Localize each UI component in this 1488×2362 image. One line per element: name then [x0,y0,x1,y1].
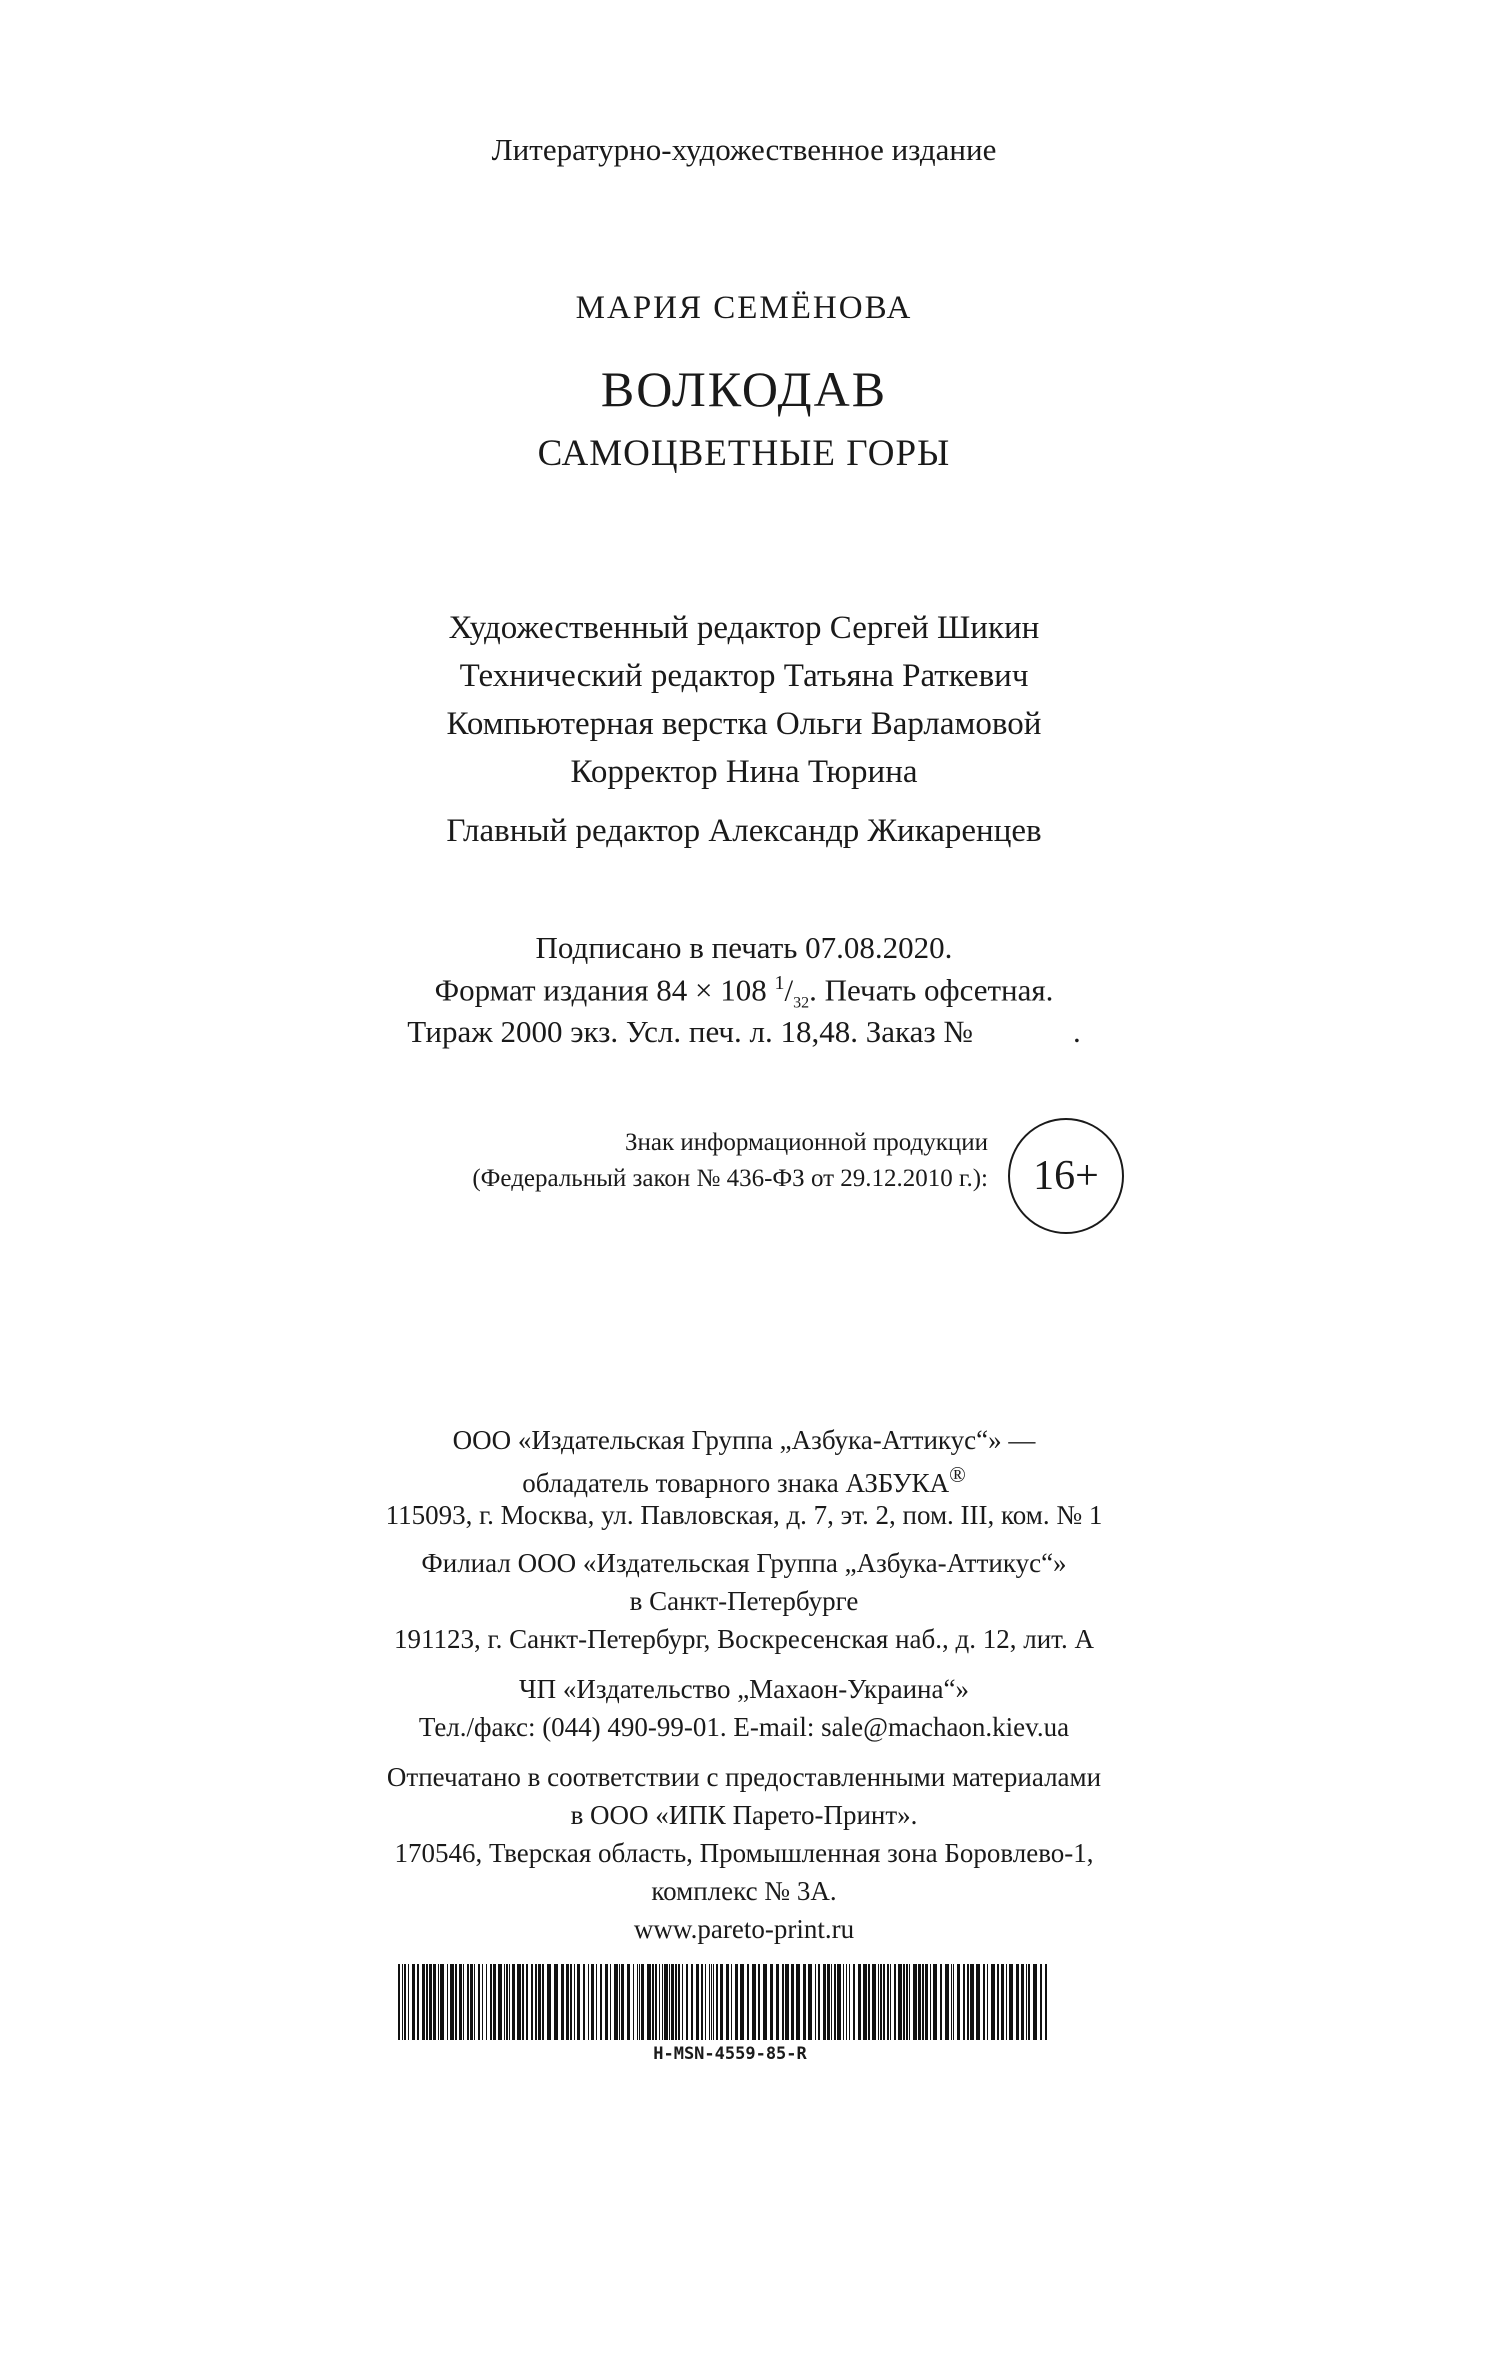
barcode-bar [868,1964,870,2040]
barcode-bar [686,1964,688,2040]
barcode-bar [957,1964,960,2040]
barcode-bar [600,1964,602,2040]
barcode-bar [796,1964,800,2040]
barcode-bar [713,1964,714,2040]
barcode-bar [459,1964,462,2040]
barcode-bar [517,1964,521,2040]
barcode-bar [945,1964,949,2040]
barcode-bar [883,1964,885,2040]
barcode-bar [470,1964,473,2040]
barcode-bar [930,1964,931,2040]
barcode-bar [619,1964,620,2040]
barcode-bar [731,1964,732,2040]
barcode-bar [726,1964,729,2040]
barcode-bar [522,1964,524,2040]
barcode [398,1964,1048,2040]
publisher-line13: www.pareto-print.ru [633,1914,855,1944]
barcode-bar [429,1964,432,2040]
barcode-bar [526,1964,528,2040]
barcode-bar [918,1964,921,2040]
barcode-bar [474,1964,475,2040]
barcode-bar [639,1964,640,2040]
barcode-bar [398,1964,400,2040]
barcode-bar [652,1964,654,2040]
barcode-bar [547,1964,551,2040]
series-title: ВОЛКОДАВ [600,361,888,417]
barcode-bar [976,1964,980,2040]
barcode-bar [554,1964,558,2040]
format-prefix: Формат издания 84 × 108 [434,972,775,1008]
barcode-bar [659,1964,660,2040]
publisher-line12: комплекс № 3А. [651,1876,837,1906]
barcode-bar [542,1964,544,2040]
barcode-bar [858,1964,861,2040]
barcode-bar [490,1964,492,2040]
barcode-bar [701,1964,703,2040]
credit-chief-editor: Главный редактор Александр Жикаренцев [446,813,1042,849]
barcode-bar [1028,1964,1030,2040]
barcode-bar [447,1964,448,2040]
barcode-bar [538,1964,541,2040]
barcode-bar [925,1964,928,2040]
barcode-bar [894,1964,896,2040]
barcode-bar [662,1964,663,2040]
barcode-bar [878,1964,879,2040]
barcode-bar [402,1964,403,2040]
barcode-bar [906,1964,908,2040]
barcode-bar [752,1964,756,2040]
publisher-line5: в Санкт-Петербурге [629,1586,859,1616]
barcode-bar [482,1964,483,2040]
barcode-bar [610,1964,611,2040]
barcode-bar [637,1964,638,2040]
barcode-bar [535,1964,537,2040]
barcode-bar [570,1964,572,2040]
barcode-bar [834,1964,836,2040]
barcode-bar [922,1964,924,2040]
barcode-bar [747,1964,749,2040]
barcode-bar [890,1964,891,2040]
barcode-bar [614,1964,618,2040]
barcode-bar [991,1964,995,2040]
barcode-bar [963,1964,965,2040]
barcode-bar [970,1964,974,2040]
barcode-bar [853,1964,855,2040]
barcode-bar [758,1964,760,2040]
barcode-bar [808,1964,812,2040]
credit-art-editor: Художественный редактор Сергей Шикин [448,610,1040,646]
credit-proofreader: Корректор Нина Тюрина [570,754,918,790]
barcode-bar [641,1964,644,2040]
age-rating-badge [1008,1118,1124,1234]
barcode-bar [887,1964,889,2040]
circulation-text: Тираж 2000 экз. Усл. печ. л. 18,48. Заказ № [407,1014,973,1049]
barcode-bar [512,1964,515,2040]
barcode-bar [863,1964,867,2040]
publisher-line7: ЧП «Издательство „Махаон-Украина“» [519,1674,969,1704]
barcode-bar [506,1964,508,2040]
trademark-text: обладатель товарного знака АЗБУКА [522,1468,950,1498]
barcode-bar [909,1964,910,2040]
barcode-bar [455,1964,457,2040]
publisher-line8: Тел./факс: (044) 490-99-01. E-mail: sale@machaon.kiev.ua [418,1712,1070,1742]
publisher-line4: Филиал ООО «Издательская Группа „Азбука-Аттикус“» [421,1548,1067,1578]
barcode-bar [831,1964,832,2040]
barcode-bar [818,1964,820,2040]
rating-label-line1: Знак информационной продукции [624,1129,988,1156]
barcode-bar [763,1964,767,2040]
barcode-bar [1040,1964,1042,2040]
barcode-bar [682,1964,683,2040]
barcode-bar [696,1964,699,2040]
barcode-bar [596,1964,597,2040]
barcode-bar [498,1964,502,2040]
age-rating-value: 16+ [1033,1153,1099,1199]
barcode-bar [574,1964,575,2040]
barcode-bar [782,1964,784,2040]
barcode-bar [463,1964,464,2040]
barcode-bar [898,1964,902,2040]
barcode-bar [1026,1964,1027,2040]
barcode-bar [426,1964,428,2040]
barcode-bar [967,1964,969,2040]
barcode-bar [1021,1964,1024,2040]
barcode-bar [705,1964,706,2040]
barcode-bar [655,1964,657,2040]
registered-mark: ® [949,1462,966,1487]
barcode-bar [577,1964,580,2040]
barcode-bar [837,1964,841,2040]
barcode-bar [591,1964,594,2040]
barcode-bar [583,1964,585,2040]
barcode-bar [785,1964,789,2040]
publisher-line1: ООО «Издательская Группа „Азбука-Аттикус“» — [452,1425,1036,1455]
publisher-line11: 170546, Тверская область, Промышленная зона Боровлево-1, [394,1838,1094,1868]
barcode-bar [440,1964,444,2040]
barcode-bar [1009,1964,1013,2040]
format-slash: / [784,972,794,1008]
barcode-bar [422,1964,425,2040]
publisher-line2 [0,1462,1488,1499]
age-rating-label [338,1125,988,1197]
barcode-bar [675,1964,677,2040]
barcode-bar [1001,1964,1004,2040]
barcode-bar [880,1964,882,2040]
barcode-bar [1016,1964,1019,2040]
barcode-bar [709,1964,710,2040]
barcode-bar [417,1964,419,2040]
format-numerator: 1 [774,972,785,994]
barcode-bar [678,1964,680,2040]
imprint-circulation [0,1014,1488,1050]
barcode-bar [803,1964,806,2040]
barcode-bar [716,1964,718,2040]
barcode-bar [903,1964,905,2040]
barcode-bar [987,1964,988,2040]
barcode-bar [776,1964,779,2040]
barcode-bar [770,1964,773,2040]
barcode-bar [735,1964,738,2040]
barcode-bar [561,1964,564,2040]
barcode-bar [621,1964,624,2040]
barcode-bar [846,1964,847,2040]
barcode-bar [872,1964,876,2040]
credit-tech-editor: Технический редактор Татьяна Раткевич [459,658,1029,694]
order-end: . [1072,1014,1081,1049]
book-title: САМОЦВЕТНЫЕ ГОРЫ [537,433,951,474]
format-suffix: . Печать офсетная. [809,972,1054,1008]
barcode-bar [493,1964,496,2040]
barcode-bar [669,1964,670,2040]
barcode-bar [1045,1964,1047,2040]
barcode-bar [791,1964,794,2040]
imprint-format [0,972,1488,1013]
publisher-line9: Отпечатано в соответствии с предоставленными материалами [386,1762,1102,1792]
credit-layout: Компьютерная верстка Ольги Варламовой [446,706,1042,742]
barcode-bar [450,1964,454,2040]
barcode-bar [647,1964,651,2040]
barcode-bar [849,1964,850,2040]
barcode-bar [408,1964,409,2040]
barcode-bar [478,1964,480,2040]
barcode-text: H-MSN-4559-85-R [653,2044,807,2064]
barcode-bar [913,1964,917,2040]
barcode-bar [467,1964,469,2040]
barcode-bar [404,1964,406,2040]
barcode-bar [1006,1964,1007,2040]
barcode-bar [433,1964,436,2040]
barcode-bar [951,1964,952,2040]
barcode-bar [438,1964,439,2040]
barcode-bar [509,1964,510,2040]
barcode-bar [997,1964,999,2040]
barcode-bar [827,1964,830,2040]
publisher-line3: 115093, г. Москва, ул. Павловская, д. 7, эт. 2, пом. III, ком. № 1 [385,1500,1103,1530]
barcode-bar [933,1964,937,2040]
barcode-bar [983,1964,985,2040]
barcode-bar [412,1964,415,2040]
barcode-bar [940,1964,942,2040]
barcode-bar [627,1964,630,2040]
format-denominator: 32 [793,994,810,1012]
barcode-bar [486,1964,487,2040]
barcode-bar [953,1964,954,2040]
barcode-bar [740,1964,744,2040]
barcode-bar [691,1964,693,2040]
barcode-bar [843,1964,844,2040]
barcode-bar [633,1964,634,2040]
barcode-bar [823,1964,826,2040]
barcode-bar [671,1964,674,2040]
rating-label-line2: (Федеральный закон № 436-ФЗ от 29.12.2010 г.): [472,1165,988,1192]
barcode-bar [815,1964,816,2040]
genre-line: Литературно-художественное издание [491,132,997,167]
author-name: МАРИЯ СЕМЁНОВА [575,290,913,326]
imprint-signed: Подписано в печать 07.08.2020. [535,930,953,965]
publisher-line6: 191123, г. Санкт-Петербург, Воскресенская наб., д. 12, лит. А [394,1624,1094,1654]
barcode-bar [566,1964,569,2040]
barcode-bar [711,1964,712,2040]
barcode-bar [664,1964,668,2040]
barcode-bar [1033,1964,1037,2040]
barcode-bar [588,1964,589,2040]
barcode-bar [504,1964,505,2040]
publisher-line10: в ООО «ИПК Парето-Принт». [570,1800,918,1830]
barcode-bar [531,1964,533,2040]
barcode-bar [720,1964,723,2040]
barcode-bar [605,1964,608,2040]
